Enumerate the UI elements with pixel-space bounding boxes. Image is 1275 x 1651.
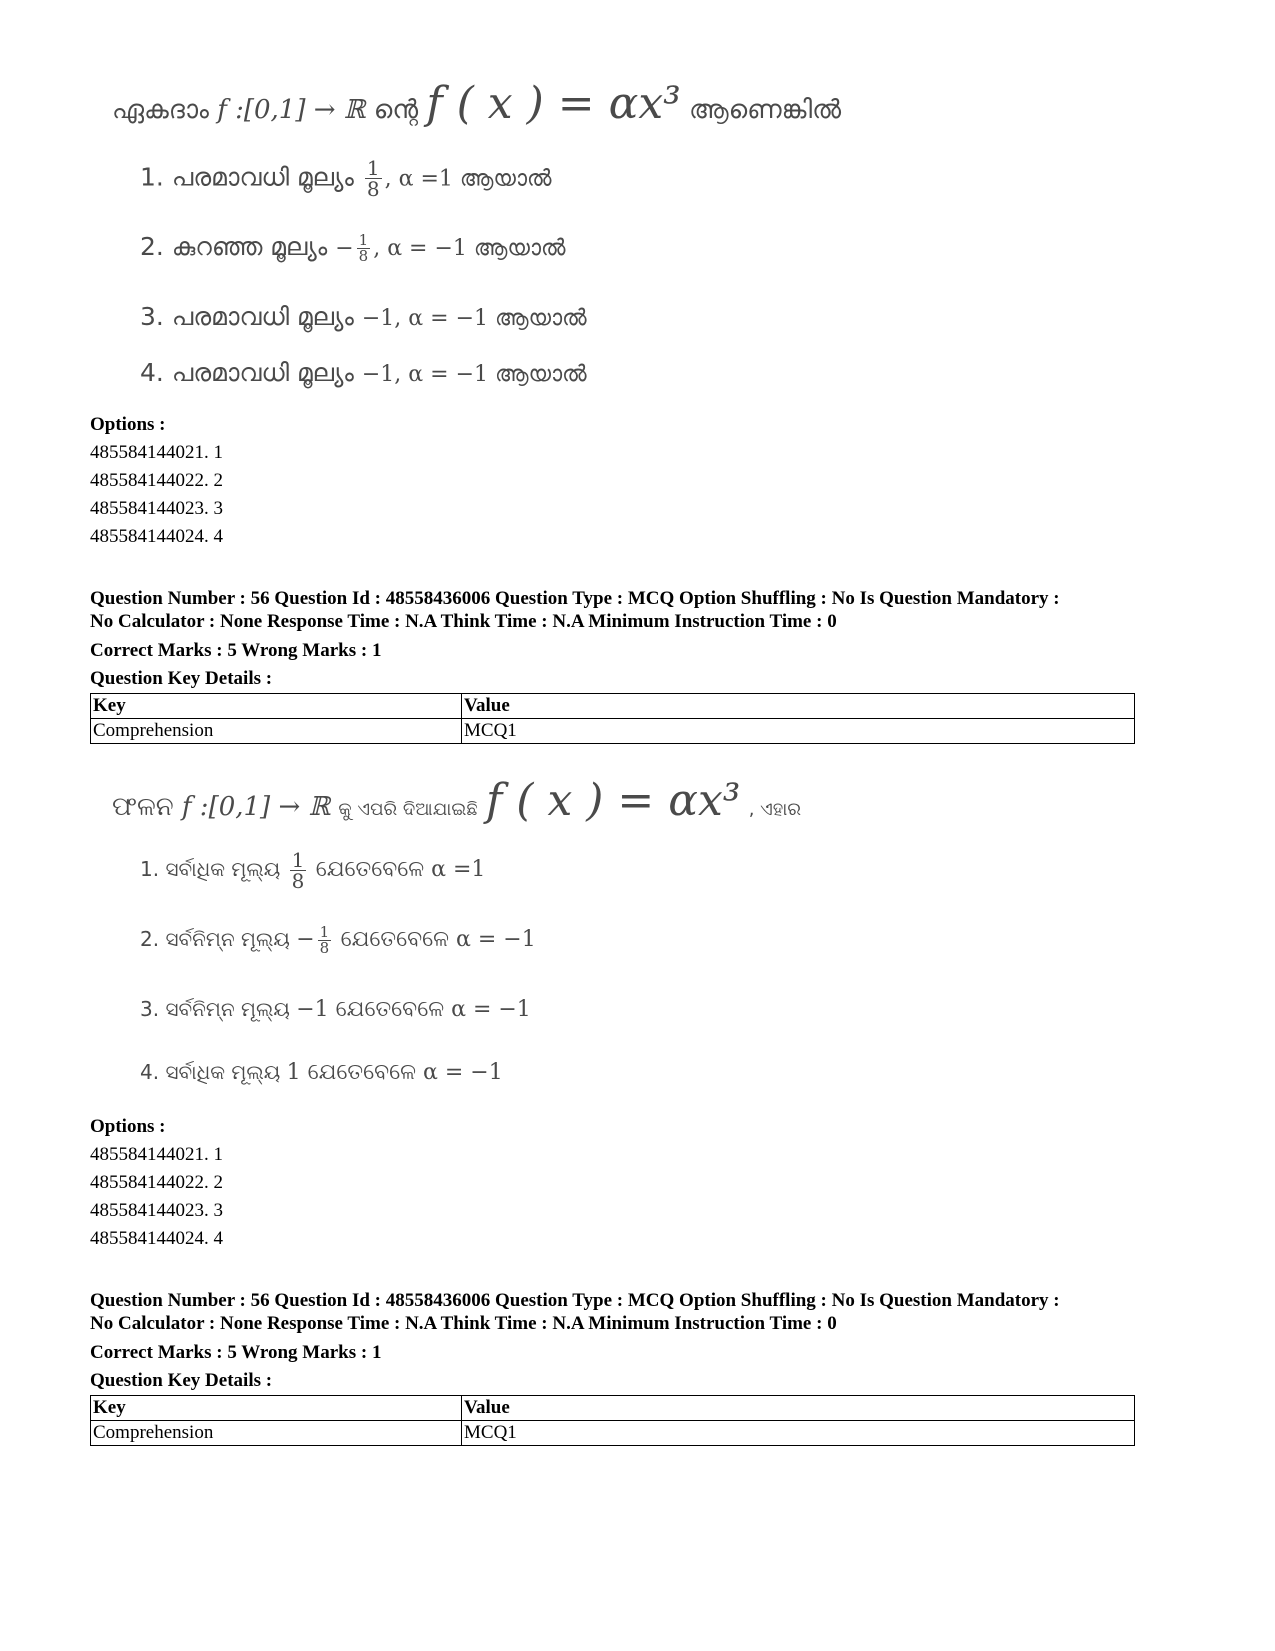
stem-prefix: ଫଳନ xyxy=(112,792,174,822)
option-4: 485584144024. 4 xyxy=(90,526,223,547)
question-meta-1 xyxy=(90,587,1150,693)
option-4: 485584144024. 4 xyxy=(90,1228,223,1249)
options-list-1 xyxy=(90,411,223,551)
header-value: Value xyxy=(462,1396,1135,1421)
stem-domain: f :[0,1] → ℝ xyxy=(181,792,331,822)
cell-key: Comprehension xyxy=(91,1421,462,1446)
stem-function: f ( x ) = αx³ xyxy=(486,775,741,826)
stem-function: f ( x ) = αx³ xyxy=(426,78,681,129)
option-1: 485584144021. 1 xyxy=(90,1144,223,1165)
cell-value: MCQ1 xyxy=(462,719,1135,744)
meta-line-2: No Calculator : None Response Time : N.A Think Time : N.A Minimum Instruction Time : 0 xyxy=(90,1313,837,1334)
question-stem xyxy=(112,78,841,129)
fraction: $\frac{1}{8}$ xyxy=(358,230,369,265)
stem-mid: ന്റെ xyxy=(373,95,419,125)
header-key: Key xyxy=(91,1396,462,1421)
statement-2: 2. കുറഞ്ഞ മൂല്യം − $\frac{1}{8}$ , α = −1 ആയാൽ xyxy=(140,230,566,265)
key-details-table-2 xyxy=(90,1395,1135,1446)
option-2: 485584144022. 2 xyxy=(90,1172,223,1193)
key-details-table-1 xyxy=(90,693,1135,744)
statement-4: 4. പരമാവധി മൂല്യം −1, α = −1 ആയാൽ xyxy=(140,358,587,387)
stem-domain: f :[0,1] → ℝ xyxy=(217,95,366,125)
meta-line-2: No Calculator : None Response Time : N.A Think Time : N.A Minimum Instruction Time : 0 xyxy=(90,611,837,632)
question-meta-2 xyxy=(90,1289,1150,1395)
key-details-heading: Question Key Details : xyxy=(90,1370,273,1391)
options-label: Options : xyxy=(90,1116,166,1137)
statement-3: 3. ସର୍ବନିମ୍ନ ମୂଲ୍ୟ −1 ଯେତେବେଳେ α = −1 xyxy=(140,997,531,1022)
table-row xyxy=(91,1421,1135,1446)
statement-4: 4. ସର୍ବାଧିକ ମୂଲ୍ୟ 1 ଯେତେବେଳେ α = −1 xyxy=(140,1060,503,1085)
option-2: 485584144022. 2 xyxy=(90,470,223,491)
option-3: 485584144023. 3 xyxy=(90,1200,223,1221)
stem-suffix: , ଏହାର xyxy=(748,799,802,820)
cell-value: MCQ1 xyxy=(462,1421,1135,1446)
stem-suffix: ആണെങ്കിൽ xyxy=(689,95,842,125)
table-header-row xyxy=(91,1396,1135,1421)
meta-line-1: Question Number : 56 Question Id : 48558436006 Question Type : MCQ Option Shuffling : No Is Question Mandatory : xyxy=(90,1290,1060,1311)
options-label: Options : xyxy=(90,414,166,435)
statement-1: 1. ସର୍ବାଧିକ ମୂଲ୍ୟ $\frac{1}{8}$ ଯେତେବେଳେ α =1 xyxy=(140,848,486,893)
statement-3: 3. പരമാവധി മൂല്യം −1, α = −1 ആയാൽ xyxy=(140,302,587,331)
option-3: 485584144023. 3 xyxy=(90,498,223,519)
statement-2: 2. ସର୍ବନିମ୍ନ ମୂଲ୍ୟ − $\frac{1}{8}$ ଯେତେବେଳେ α = −1 xyxy=(140,923,536,957)
stem-mid: କୁ ଏପରି ଦିଆଯାଇଛି xyxy=(338,799,478,820)
question-stem xyxy=(112,775,801,826)
header-key: Key xyxy=(91,694,462,719)
fraction: $\frac{1}{8}$ xyxy=(319,923,330,957)
fraction: $\frac{1}{8}$ xyxy=(291,848,305,893)
stem-prefix: ഏകദാം xyxy=(112,95,209,125)
table-row xyxy=(91,719,1135,744)
cell-key: Comprehension xyxy=(91,719,462,744)
table-header-row xyxy=(91,694,1135,719)
marks-line: Correct Marks : 5 Wrong Marks : 1 xyxy=(90,1342,382,1363)
fraction: $\frac{1}{8}$ xyxy=(366,156,380,201)
options-list-2 xyxy=(90,1113,223,1253)
marks-line: Correct Marks : 5 Wrong Marks : 1 xyxy=(90,640,382,661)
option-1: 485584144021. 1 xyxy=(90,442,223,463)
meta-line-1: Question Number : 56 Question Id : 48558436006 Question Type : MCQ Option Shuffling : No Is Question Mandatory : xyxy=(90,588,1060,609)
statement-1: 1. പരമാവധി മൂല്യം $\frac{1}{8}$ , α =1 ആയാൽ xyxy=(140,156,552,201)
header-value: Value xyxy=(462,694,1135,719)
key-details-heading: Question Key Details : xyxy=(90,668,273,689)
